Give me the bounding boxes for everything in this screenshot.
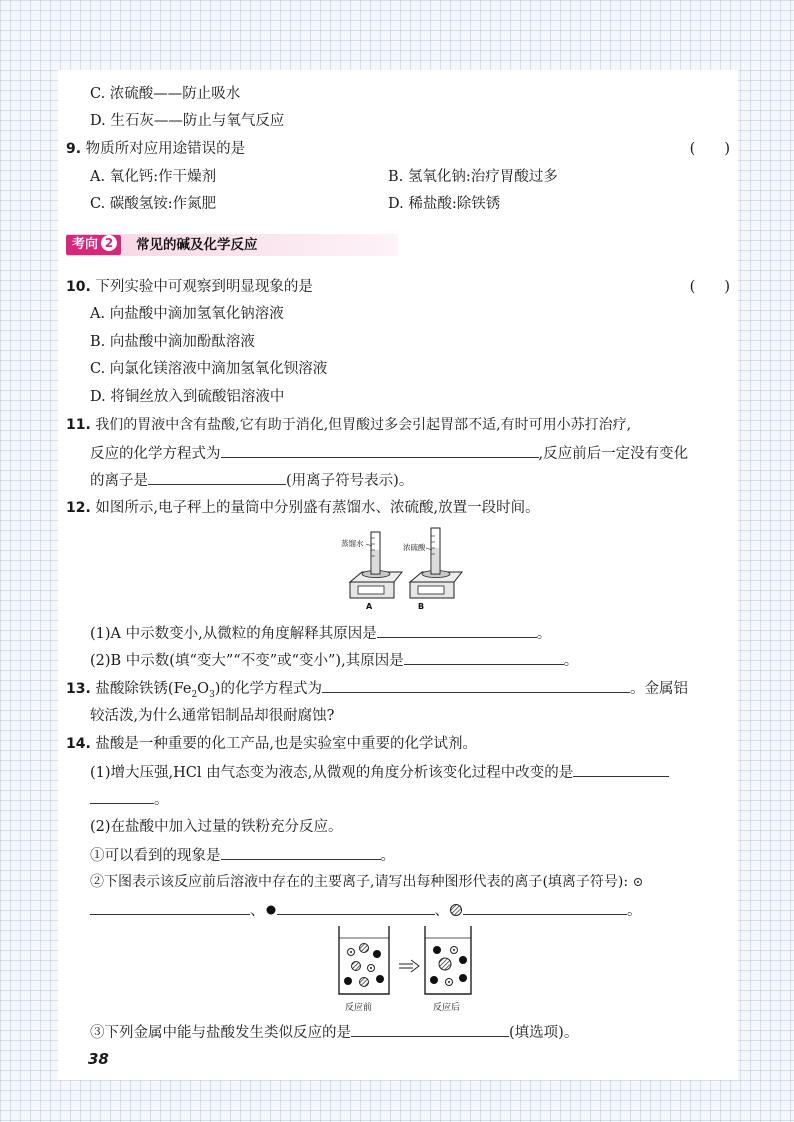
q13-sub-3: 3: [209, 689, 215, 700]
q13-equation-blank[interactable]: [322, 678, 630, 693]
q12-sub2: [90, 650, 578, 671]
q10-option-d[interactable]: D. 将铜丝放入到硫酸铝溶液中: [90, 389, 285, 405]
beaker-after: [425, 926, 471, 994]
q13-o: O: [197, 681, 210, 697]
q14-sub1-cont: [90, 789, 169, 810]
q14-stem: 盐酸是一种重要的化工产品,也是实验室中重要的化学试剂。: [95, 736, 478, 752]
q9-option-d[interactable]: D. 稀盐酸:除铁锈: [388, 196, 501, 212]
q11-line1: [66, 415, 631, 435]
q12-number: 12.: [66, 500, 91, 516]
ion-small-circle-icon: [633, 877, 643, 887]
q14-c3-end: (填选项)。: [509, 1025, 579, 1041]
q9-option-a[interactable]: A. 氧化钙:作干燥剂: [90, 169, 217, 185]
q14-c2: [90, 872, 643, 892]
q9-stem-line: [66, 139, 245, 159]
q14-sep2: 、: [434, 903, 449, 919]
label-before: 反应前: [345, 1003, 373, 1013]
q11-ion-blank[interactable]: [148, 470, 286, 485]
q12-sub2-text: (2)B 中示数(填“变大”“不变”或“变小”),其原因是: [90, 653, 404, 669]
q9-answer-paren[interactable]: ( ): [689, 141, 730, 157]
q8-option-c: C. 浓硫酸——防止吸水: [90, 86, 241, 102]
scale-b: [410, 571, 462, 599]
q14-ion-blank-2[interactable]: [277, 900, 435, 915]
q10-option-c[interactable]: C. 向氯化镁溶液中滴加氢氧化钡溶液: [90, 361, 328, 377]
label-water: 蒸馏水: [341, 539, 364, 548]
q11-text2b: ,反应前后一定没有变化: [538, 446, 689, 462]
q9-option-b[interactable]: B. 氢氧化钠:治疗胃酸过多: [388, 169, 558, 185]
q11-line2: [90, 443, 688, 464]
q12-sub2-blank[interactable]: [404, 650, 564, 665]
q12-sub2-end: 。: [563, 653, 579, 669]
q13-text1c: 。金属铝: [629, 681, 688, 697]
q12-stem-line: [66, 498, 540, 518]
section-header: [66, 234, 398, 256]
label-b: B: [418, 602, 425, 611]
section-title: 常见的碱及化学反应: [136, 237, 258, 253]
q8-option-d: D. 生石灰——防止与氧气反应: [90, 113, 285, 129]
q11-number: 11.: [66, 417, 91, 433]
ion-black-dot-icon: [265, 904, 277, 916]
q14-ion-blank-1[interactable]: [90, 900, 250, 915]
q14-sep1: 、: [250, 903, 265, 919]
q11-text1: 我们的胃液中含有盐酸,它有助于消化,但胃酸过多会引起胃部不适,有时可用小苏打治疗,: [95, 417, 632, 433]
q11-text3a: 的离子是: [90, 473, 148, 489]
q11-text2a: 反应的化学方程式为: [90, 446, 221, 462]
q9-stem: 物质所对应用途错误的是: [85, 141, 246, 157]
q12-stem: 如图所示,电子秤上的量筒中分别盛有蒸馏水、浓硫酸,放置一段时间。: [95, 500, 540, 516]
q13-line2: 较活泼,为什么通常铝制品却很耐腐蚀?: [90, 708, 335, 724]
q14-c2-answers: [90, 900, 642, 921]
q12-sub1-text: (1)A 中示数变小,从微粒的角度解释其原因是: [90, 626, 377, 642]
q14-sub1-end: 。: [154, 792, 169, 808]
label-a: A: [366, 602, 373, 611]
q13-sub-2: 2: [191, 689, 198, 700]
q14-c1: [90, 845, 395, 866]
page-number: 38: [88, 1050, 109, 1068]
cylinder-a: [371, 532, 380, 574]
q14-c1-end: 。: [380, 848, 395, 864]
scale-a: [350, 571, 402, 599]
q10-option-b[interactable]: B. 向盐酸中滴加酚酞溶液: [90, 334, 255, 350]
q14-sub1: [90, 762, 669, 783]
section-tag: 考向 2: [66, 235, 121, 255]
q13-text1b: )的化学方程式为: [214, 681, 322, 697]
q14-ion-blank-3[interactable]: [463, 900, 627, 915]
section-number: 2: [101, 235, 117, 251]
q12-sub1-end: 。: [536, 626, 552, 642]
q10-stem-line: [66, 277, 313, 297]
q13-line1: [66, 678, 688, 705]
ion-hatched-circle-icon: [449, 903, 463, 917]
q14-c1-text: ①可以看到的现象是: [90, 848, 221, 864]
q14-c2-text: ②下图表示该反应前后溶液中存在的主要离子,请写出每种图形代表的离子(填离子符号):: [90, 874, 629, 890]
q14-number: 14.: [66, 736, 91, 752]
q11-equation-blank[interactable]: [221, 443, 539, 458]
q14-sub1-text: (1)增大压强,HCl 由气态变为液态,从微观的角度分析该变化过程中改变的是: [90, 765, 574, 781]
q11-text3b: (用离子符号表示)。: [286, 473, 414, 489]
q10-option-a[interactable]: A. 向盐酸中滴加氢氧化钠溶液: [90, 306, 284, 322]
q14-c3-blank[interactable]: [351, 1022, 509, 1037]
q14-sub2: (2)在盐酸中加入过量的铁粉充分反应。: [90, 819, 343, 835]
q13-number: 13.: [66, 681, 91, 697]
q9-option-c[interactable]: C. 碳酸氢铵:作氮肥: [90, 196, 217, 212]
q10-number: 10.: [66, 279, 91, 295]
q14-sub1-blank-b[interactable]: [90, 789, 154, 804]
q14-c2-end: 。: [627, 903, 642, 919]
label-acid: 浓硫酸: [403, 543, 426, 552]
q14-c3: [90, 1022, 578, 1043]
q10-answer-paren[interactable]: ( ): [689, 279, 730, 295]
reaction-figure: [333, 924, 473, 1016]
beaker-before: [339, 926, 389, 994]
q13-text1a: 盐酸除铁锈(Fe: [95, 681, 192, 697]
q14-stem-line: [66, 734, 477, 754]
cylinder-b: [431, 528, 440, 574]
q14-c1-blank[interactable]: [221, 845, 381, 860]
reaction-arrow: [399, 960, 419, 972]
q14-c3-text: ③下列金属中能与盐酸发生类似反应的是: [90, 1025, 351, 1041]
q14-sub1-blank-a[interactable]: [573, 762, 669, 777]
q12-sub1: [90, 623, 551, 644]
q12-sub1-blank[interactable]: [377, 623, 537, 638]
label-after: 反应后: [433, 1003, 461, 1013]
q9-number: 9.: [66, 141, 82, 157]
q10-stem: 下列实验中可观察到明显现象的是: [95, 279, 313, 295]
q11-line3: [90, 470, 413, 491]
scales-figure: [340, 524, 464, 614]
